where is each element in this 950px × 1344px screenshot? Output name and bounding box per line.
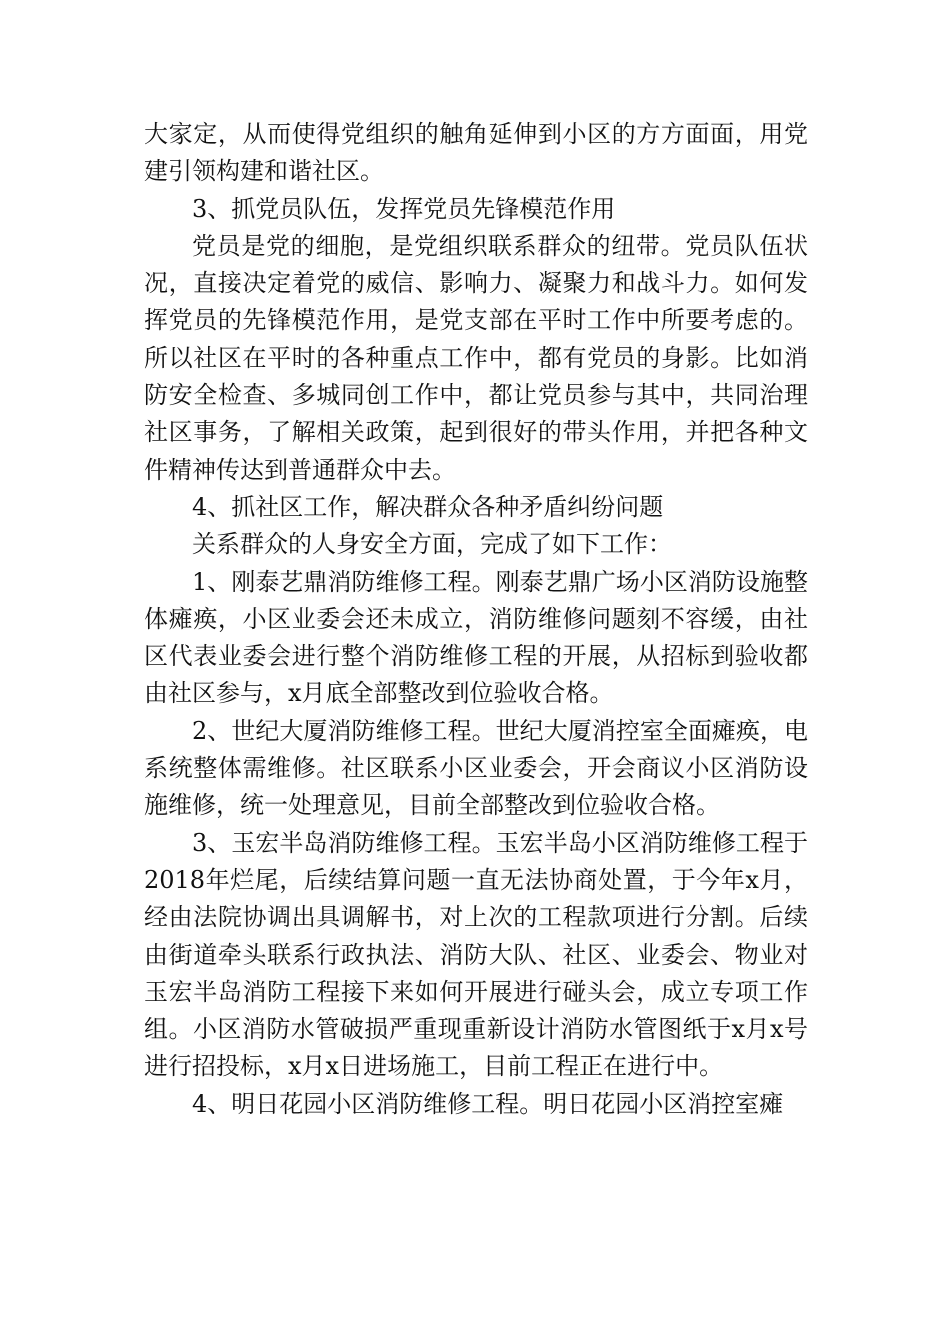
paragraph-party-members: 党员是党的细胞，是党组织联系群众的纽带。党员队伍状况，直接决定着党的威信、影响力、凝聚力和战斗力。如何发挥党员的先锋模范作用，是党支部在平时工作中所要考虑的。所以社区在平时的各种重点工作中，都有党员的身影。比如消防安全检查、多城同创工作中，都让党员参与其中，共同治理社区事务，了解相关政策，起到很好的带头作用，并把各种文件精神传达到普通群众中去。 xyxy=(144,231,808,484)
paragraph-item-3: 3、玉宏半岛消防维修工程。玉宏半岛小区消防维修工程于2018年烂尾，后续结算问题一直无法协商处置，于今年x月，经由法院协调出具调解书，对上次的工程款项进行分割。后续由街道牵头联系行政执法、消防大队、社区、业委会、物业对玉宏半岛消防工程接下来如何开展进行碰头会，成立专项工作组。小区消防水管破损严重现重新设计消防水管图纸于x月x号进行招投标，x月x日进场施工，目前工程正在进行中。 xyxy=(144,828,808,1081)
paragraph-item-4: 4、明日花园小区消防维修工程。明日花园小区消控室瘫 xyxy=(192,1089,784,1118)
paragraph-continuation: 大家定，从而使得党组织的触角延伸到小区的方方面面，用党建引领构建和谐社区。 xyxy=(144,120,808,186)
paragraph-item-1: 1、刚泰艺鼎消防维修工程。刚泰艺鼎广场小区消防设施整体瘫痪，小区业委会还未成立，消防维修问题刻不容缓，由社区代表业委会进行整个消防维修工程的开展，从招标到验收都由社区参与，x月底全部整改到位验收合格。 xyxy=(144,567,808,708)
section-heading-community-work: 4、抓社区工作，解决群众各种矛盾纠纷问题 xyxy=(192,492,664,521)
document-body xyxy=(144,116,808,1123)
section-heading-party-members: 3、抓党员队伍，发挥党员先锋模范作用 xyxy=(192,194,616,223)
paragraph-safety-intro: 关系群众的人身安全方面，完成了如下工作： xyxy=(192,530,672,559)
paragraph-item-2: 2、世纪大厦消防维修工程。世纪大厦消控室全面瘫痪，电系统整体需维修。社区联系小区业委会，开会商议小区消防设施维修，统一处理意见，目前全部整改到位验收合格。 xyxy=(144,716,808,820)
